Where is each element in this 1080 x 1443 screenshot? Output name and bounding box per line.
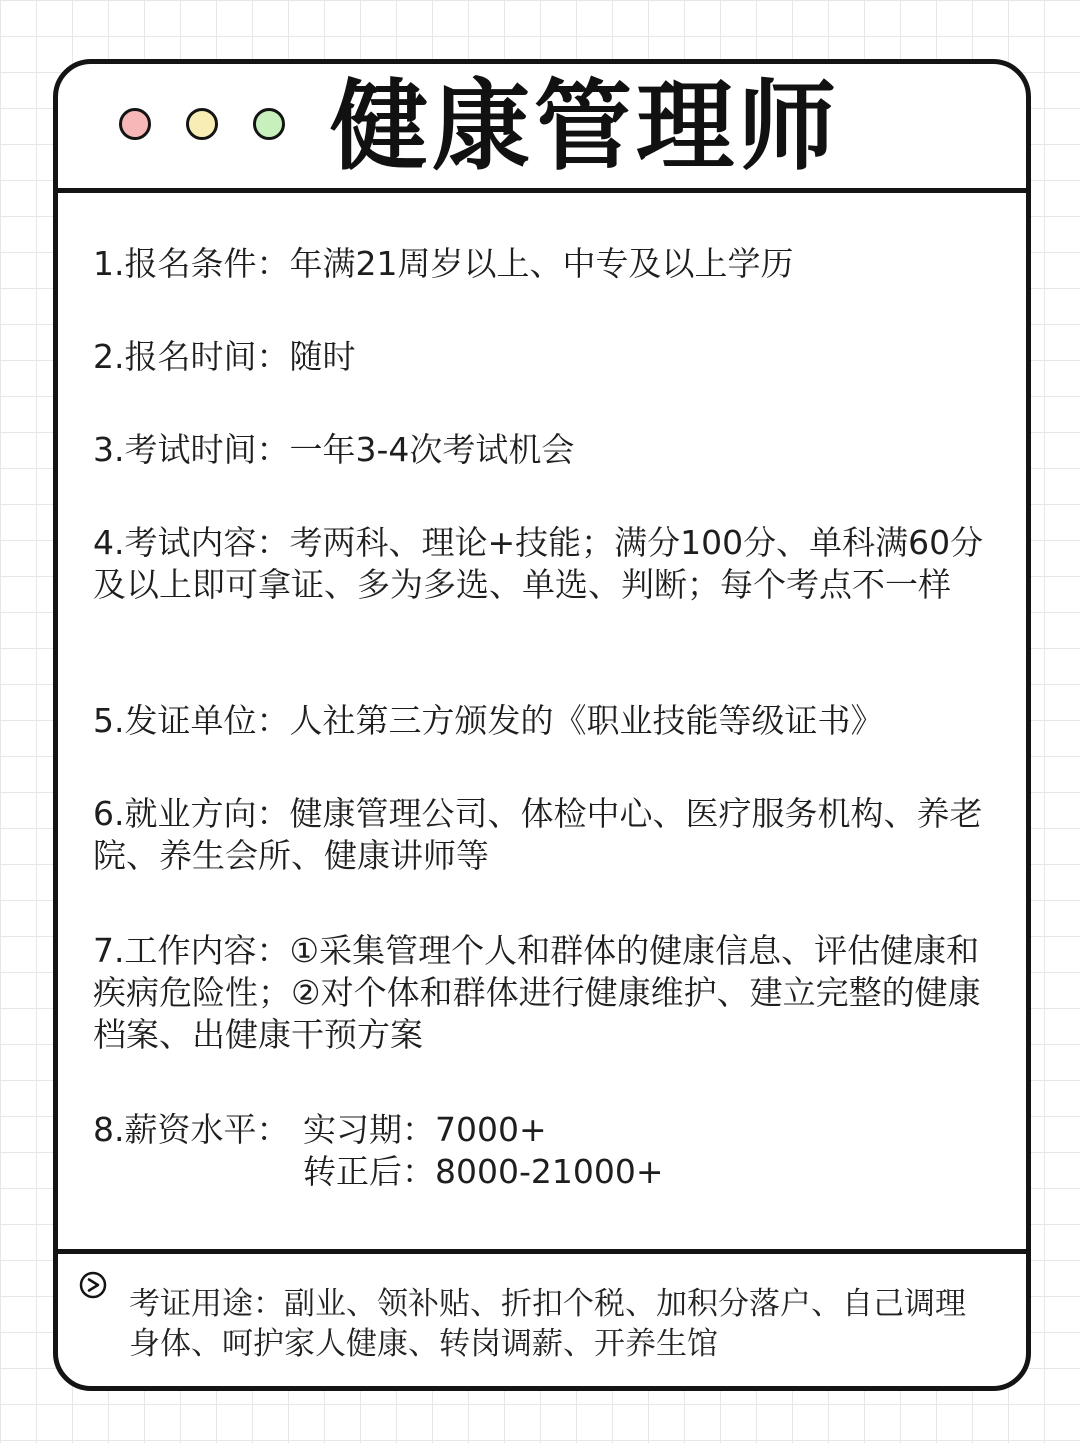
info-item-exam-content: 4.考试内容：考两科、理论+技能；满分100分、单科满60分及以上即可拿证、多为多选、单选、判断；每个考点不一样 (93, 523, 984, 604)
window-dot-yellow (186, 108, 218, 140)
card-header (58, 64, 1026, 193)
info-item-employment-direction: 6.就业方向：健康管理公司、体检中心、医疗服务机构、养老院、养生会所、健康讲师等 (93, 794, 983, 875)
page-title: 健康管理师 (330, 70, 841, 184)
info-item-issuing-unit: 5.发证单位：人社第三方颁发的《职业技能等级证书》 (93, 701, 884, 740)
salary-label: 8.薪资水平： (93, 1110, 290, 1149)
window-dot-red (119, 108, 151, 140)
certificate-uses-text: 考证用途：副业、领补贴、折扣个税、加积分落户、自己调理身体、呵护家人健康、转岗调薪、开养生馆 (129, 1286, 966, 1362)
salary-regular: 转正后：8000-21000+ (303, 1152, 664, 1191)
info-card (53, 59, 1031, 1391)
window-dot-green (253, 108, 285, 140)
info-item-salary-regular (93, 1151, 998, 1193)
salary-intern: 实习期：7000+ (303, 1110, 547, 1149)
info-item-exam-time: 3.考试时间：一年3-4次考试机会 (93, 430, 575, 469)
card-footer (58, 1249, 1026, 1391)
info-item-registration-requirements: 1.报名条件：年满21周岁以上、中专及以上学历 (93, 244, 794, 283)
play-circle-icon (79, 1271, 107, 1299)
info-item-registration-time: 2.报名时间：随时 (93, 337, 356, 376)
info-item-work-content: 7.工作内容：①采集管理个人和群体的健康信息、评估健康和疾病危险性；②对个体和群体进行健康维护、建立完整的健康档案、出健康干预方案 (93, 931, 981, 1054)
info-item-salary (93, 1109, 998, 1151)
